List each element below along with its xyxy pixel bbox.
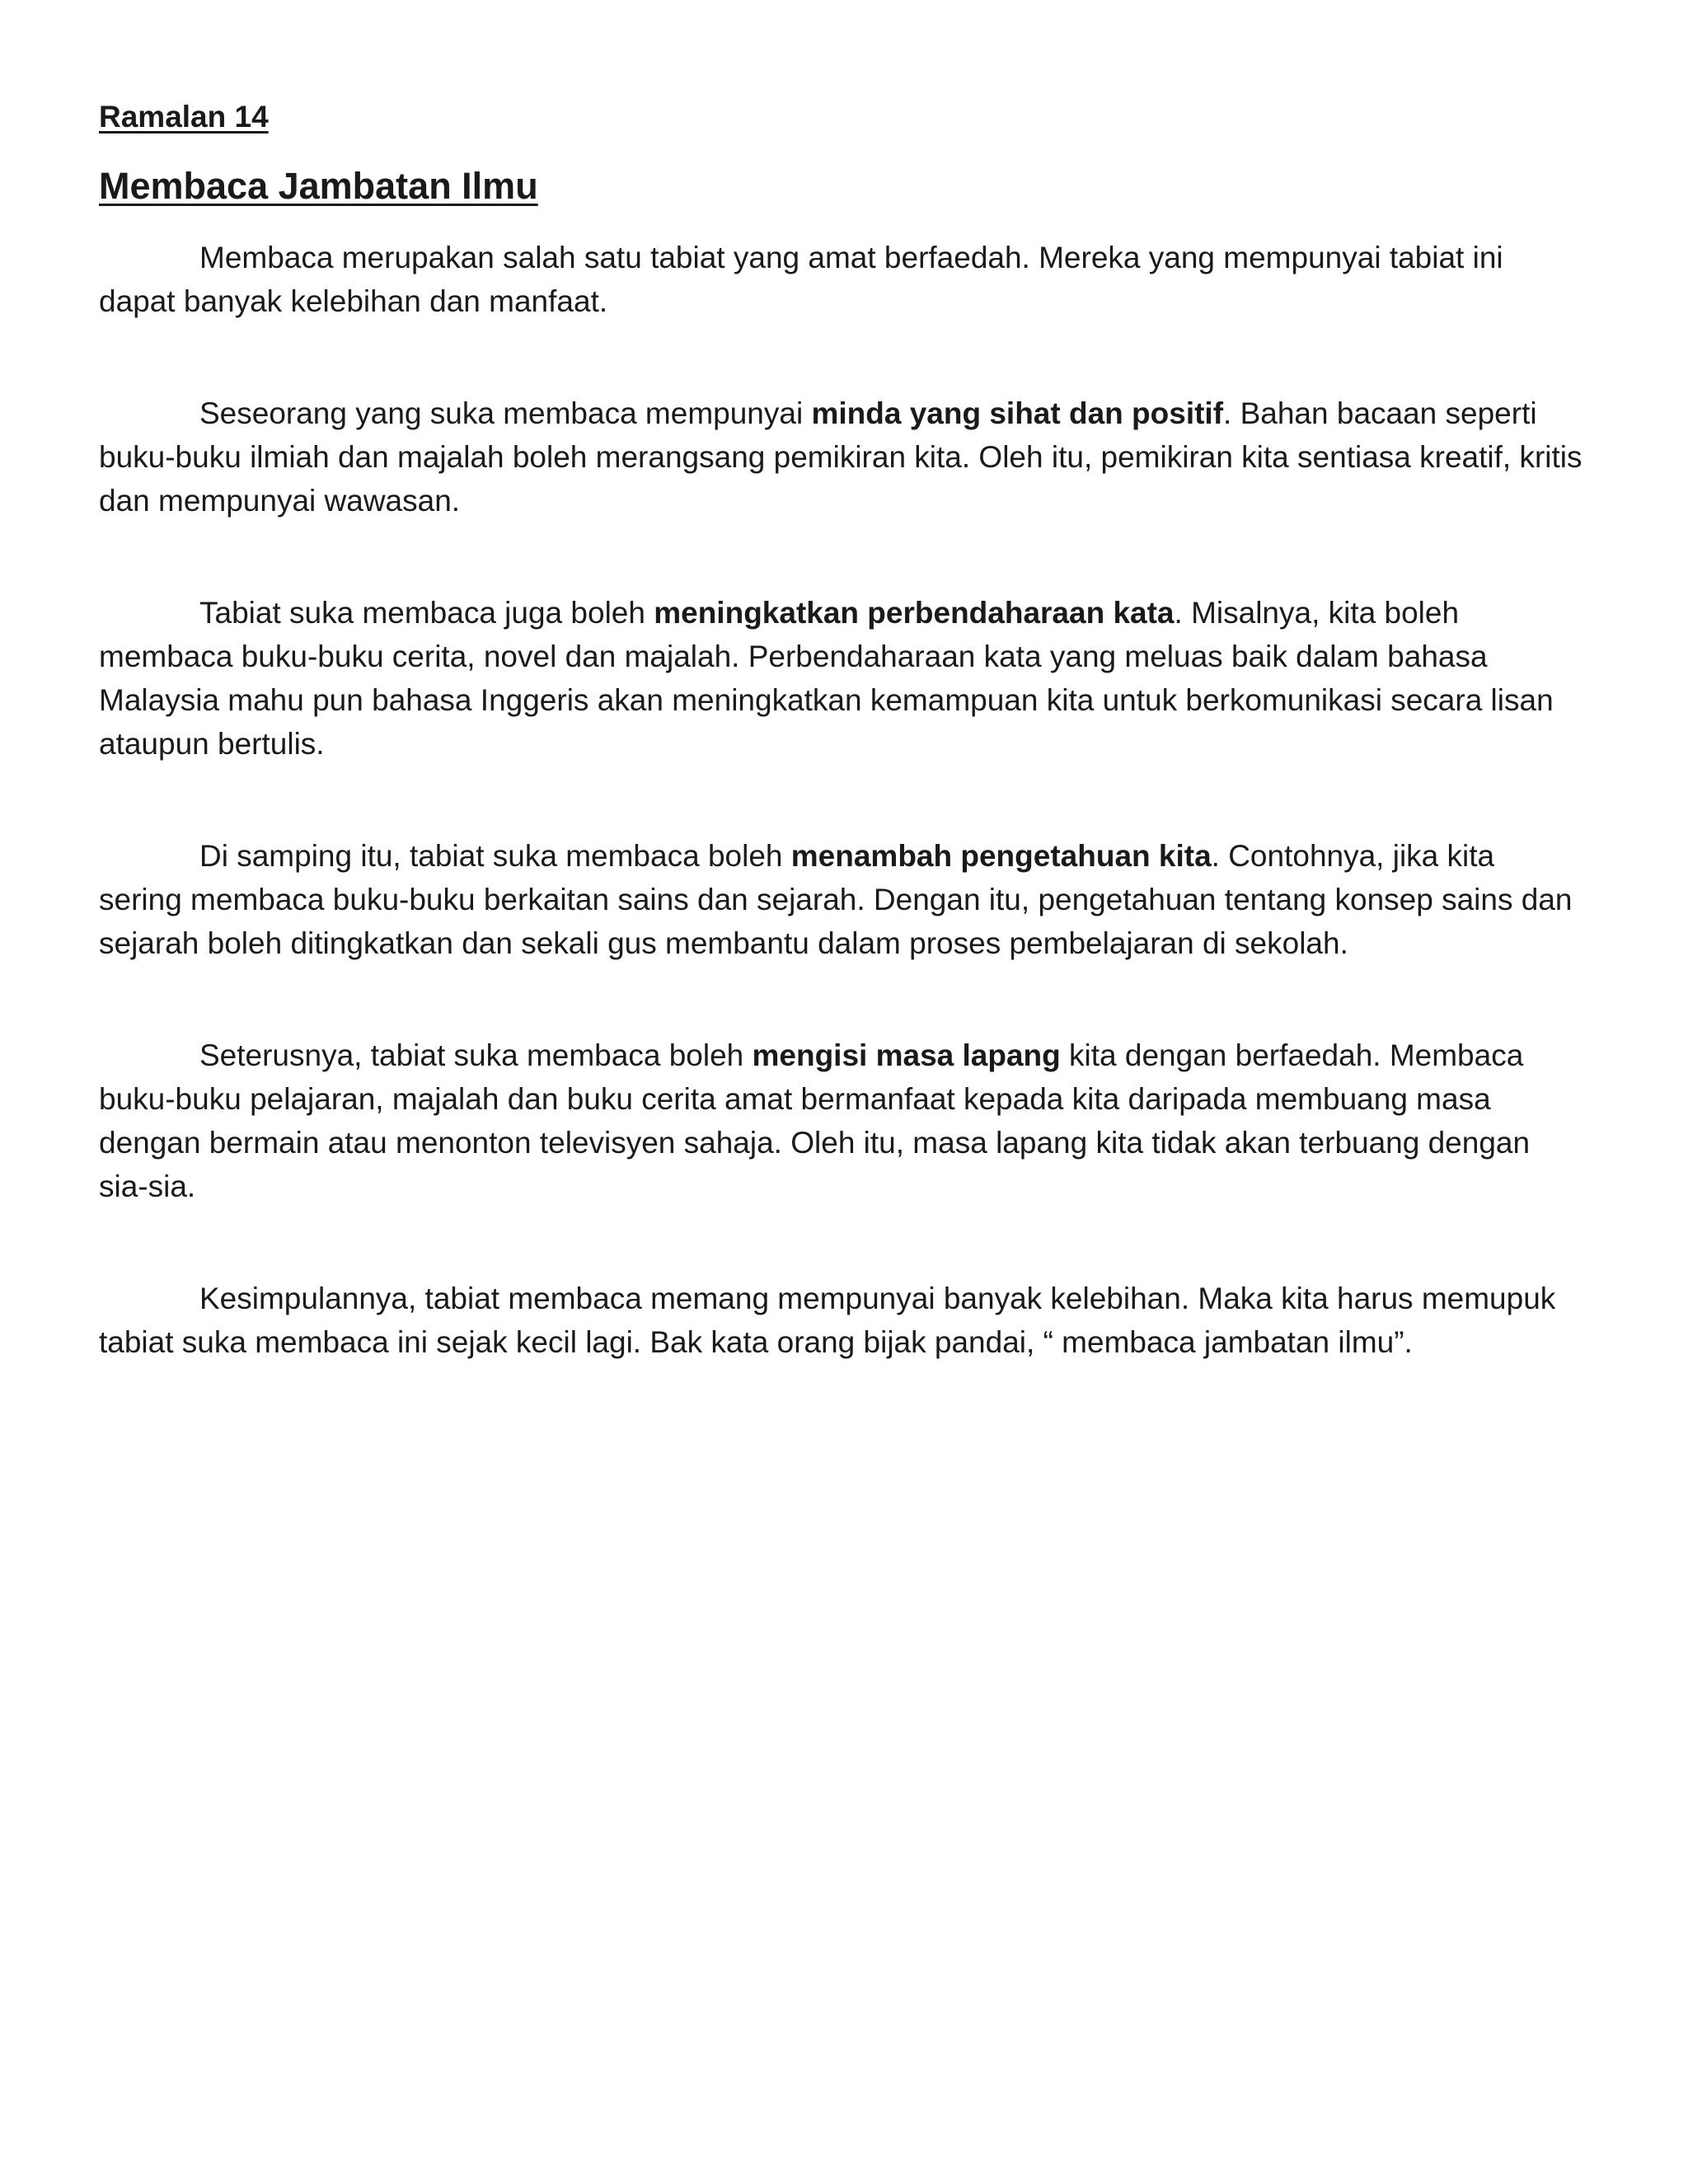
paragraph-text: Seseorang yang suka membaca mempunyai — [199, 396, 812, 430]
paragraph-conclusion — [99, 1277, 1582, 1364]
key-point-bold: menambah pengetahuan kita — [790, 839, 1212, 873]
paragraph-text: Di samping itu, tabiat suka membaca boleh — [199, 839, 791, 873]
document-label: Ramalan 14 — [99, 100, 269, 134]
paragraph-point-4 — [99, 1033, 1582, 1208]
key-point-bold: mengisi masa lapang — [752, 1038, 1061, 1072]
paragraph-text: Membaca merupakan salah satu tabiat yang amat berfaedah. Mereka yang mempunyai tabiat ini dapat banyak kelebihan dan manfaat. — [99, 241, 1503, 318]
paragraph-point-1 — [99, 391, 1582, 523]
paragraph-text: . Contohnya, jika kita sering membaca buku-buku berkaitan sains dan sejarah. Dengan itu, pengetahuan tentang konsep sains dan sejarah boleh ditingkatkan dan sekali gus membantu dalam proses pembelajaran di sekolah. — [99, 839, 1573, 960]
key-point-bold: meningkatkan perbendaharaan kata — [654, 596, 1175, 630]
paragraph-text: . Misalnya, kita boleh membaca buku-buku cerita, novel dan majalah. Perbendaharaan kata yang meluas baik dalam bahasa Malaysia mahu pun bahasa Inggeris akan meningkatkan kemampuan kita untuk berkomunikasi secara lisan ataupun bertulis. — [99, 596, 1554, 761]
paragraph-text: . Bahan bacaan seperti buku-buku ilmiah dan majalah boleh merangsang pemikiran kita. Oleh itu, pemikiran kita sentiasa kreatif, kritis dan mempunyai wawasan. — [99, 396, 1582, 518]
paragraph-point-3 — [99, 834, 1582, 965]
paragraph-text: Tabiat suka membaca juga boleh — [199, 596, 654, 630]
document-page — [99, 97, 1582, 1364]
paragraph-point-2 — [99, 591, 1582, 766]
key-point-bold: minda yang sihat dan positif — [811, 396, 1224, 430]
essay-title: Membaca Jambatan Ilmu — [99, 165, 538, 207]
paragraph-text: kita dengan berfaedah. Membaca buku-buku pelajaran, majalah dan buku cerita amat bermanfaat kepada kita daripada membuang masa dengan bermain atau menonton televisyen sahaja. Oleh itu, masa lapang kita tidak akan terbuang dengan sia-sia. — [99, 1038, 1531, 1203]
paragraph-text: Seterusnya, tabiat suka membaca boleh — [199, 1038, 753, 1072]
paragraph-introduction — [99, 236, 1582, 323]
paragraph-text: Kesimpulannya, tabiat membaca memang mempunyai banyak kelebihan. Maka kita harus memupuk tabiat suka membaca ini sejak kecil lagi. Bak kata orang bijak pandai, “ membaca jambatan ilmu”. — [99, 1282, 1556, 1359]
